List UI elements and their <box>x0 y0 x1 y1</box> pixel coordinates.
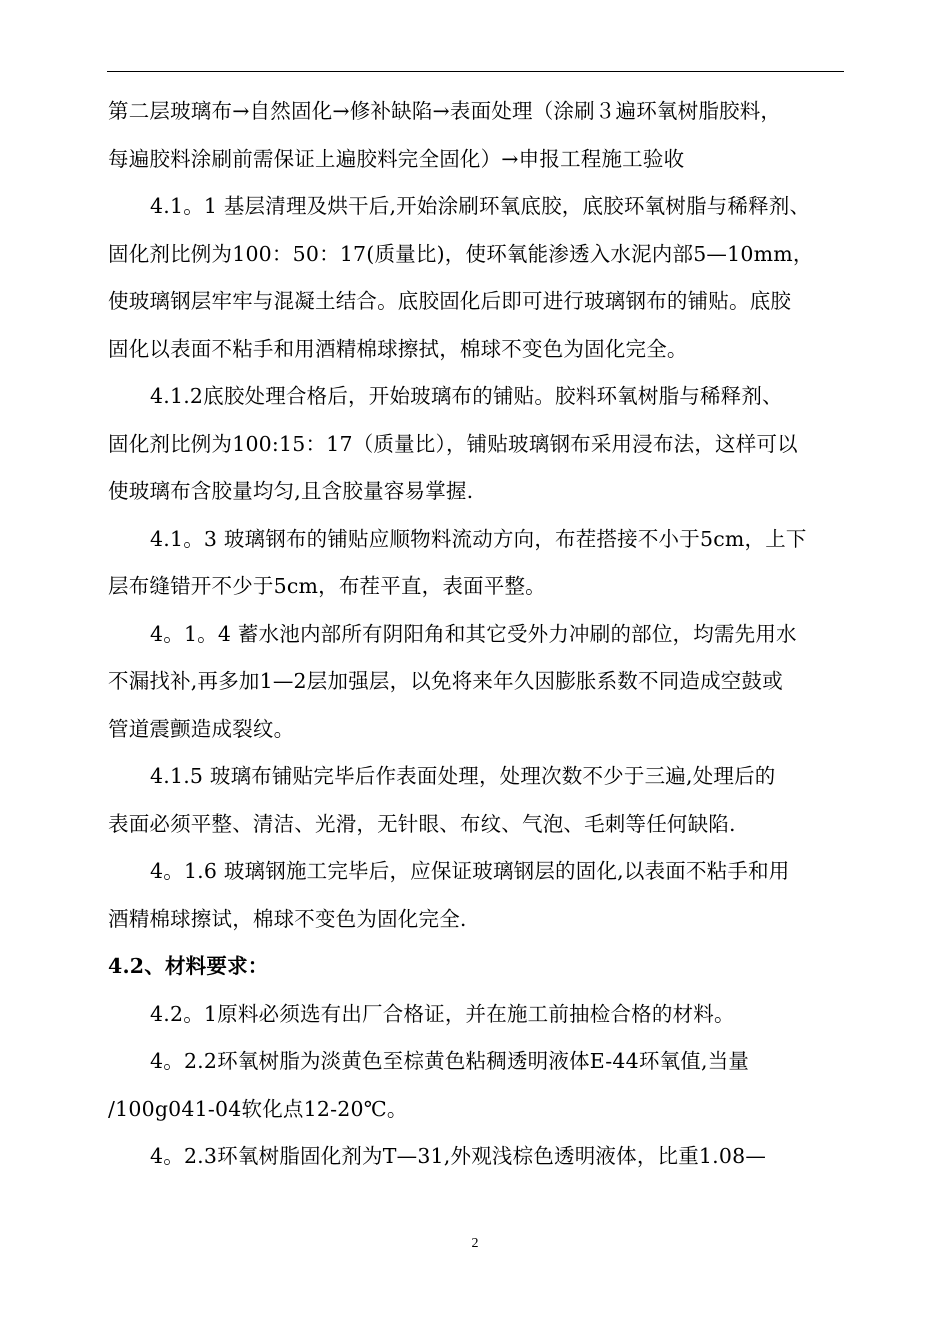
text-line: 使玻璃布含胶量均匀,且含胶量容易掌握. <box>108 479 474 503</box>
body-text <box>108 88 848 1181</box>
page-number: 2 <box>471 1236 479 1251</box>
paragraph-4-1-4: 4。1。4 蓄水池内部所有阴阳角和其它受外力冲刷的部位，均需先用水 <box>150 621 797 646</box>
paragraph-4-1-1: 4.1。1 基层清理及烘干后,开始涂刷环氧底胶，底胶环氧树脂与稀释剂、 <box>150 194 811 218</box>
paragraph-4-2-2: 4。2.2环氧树脂为淡黄色至棕黄色粘稠透明液体E-44环氧值,当量 <box>150 1049 750 1073</box>
paragraph-4-1-6: 4。1.6 玻璃钢施工完毕后，应保证玻璃钢层的固化,以表面不粘手和用 <box>150 859 790 883</box>
text-line: 酒精棉球擦试，棉球不变色为固化完全. <box>108 906 467 931</box>
text-line: 使玻璃钢层牢牢与混凝土结合。底胶固化后即可进行玻璃钢布的铺贴。底胶 <box>108 289 792 313</box>
header-rule <box>107 71 844 72</box>
paragraph-4-1-2: 4.1.2底胶处理合格后，开始玻璃布的铺贴。胶料环氧树脂与稀释剂、 <box>150 384 783 408</box>
section-heading-4-2: 4.2、材料要求： <box>108 954 269 978</box>
text-line: 第二层玻璃布→自然固化→修补缺陷→表面处理（涂刷３遍环氧树脂胶料， <box>108 99 782 123</box>
text-line: 不漏找补,再多加1—2层加强层，以免将来年久因膨胀系数不同造成空鼓或 <box>108 669 783 693</box>
paragraph-4-1-5: 4.1.5 玻璃布铺贴完毕后作表面处理，处理次数不少于三遍,处理后的 <box>150 764 776 788</box>
text-line: 管道震颤造成裂纹。 <box>108 716 295 741</box>
text-line: 固化剂比例为100：50：17(质量比)，使环氧能渗透入水泥内部5—10mm， <box>108 241 814 266</box>
paragraph-4-2-1: 4.2。1原料必须选有出厂合格证，并在施工前抽检合格的材料。 <box>150 1001 735 1026</box>
paragraph-4-1-3: 4.1。3 玻璃钢布的铺贴应顺物料流动方向，布茬搭接不小于5cm，上下 <box>150 526 807 551</box>
text-line: /100g041-04软化点12-20℃。 <box>108 1096 408 1121</box>
text-line: 固化剂比例为100:15：17（质量比），铺贴玻璃钢布采用浸布法，这样可以 <box>108 431 798 456</box>
paragraph-4-2-3: 4。2.3环氧树脂固化剂为T—31,外观浅棕色透明液体，比重1.08— <box>150 1144 767 1168</box>
text-line: 表面必须平整、清洁、光滑，无针眼、布纹、气泡、毛刺等任何缺陷. <box>108 811 736 836</box>
text-line: 固化以表面不粘手和用酒精棉球擦拭，棉球不变色为固化完全。 <box>108 336 688 361</box>
text-line: 每遍胶料涂刷前需保证上遍胶料完全固化）→申报工程施工验收 <box>108 146 685 171</box>
text-line: 层布缝错开不少于5cm，布茬平直，表面平整。 <box>108 574 546 598</box>
